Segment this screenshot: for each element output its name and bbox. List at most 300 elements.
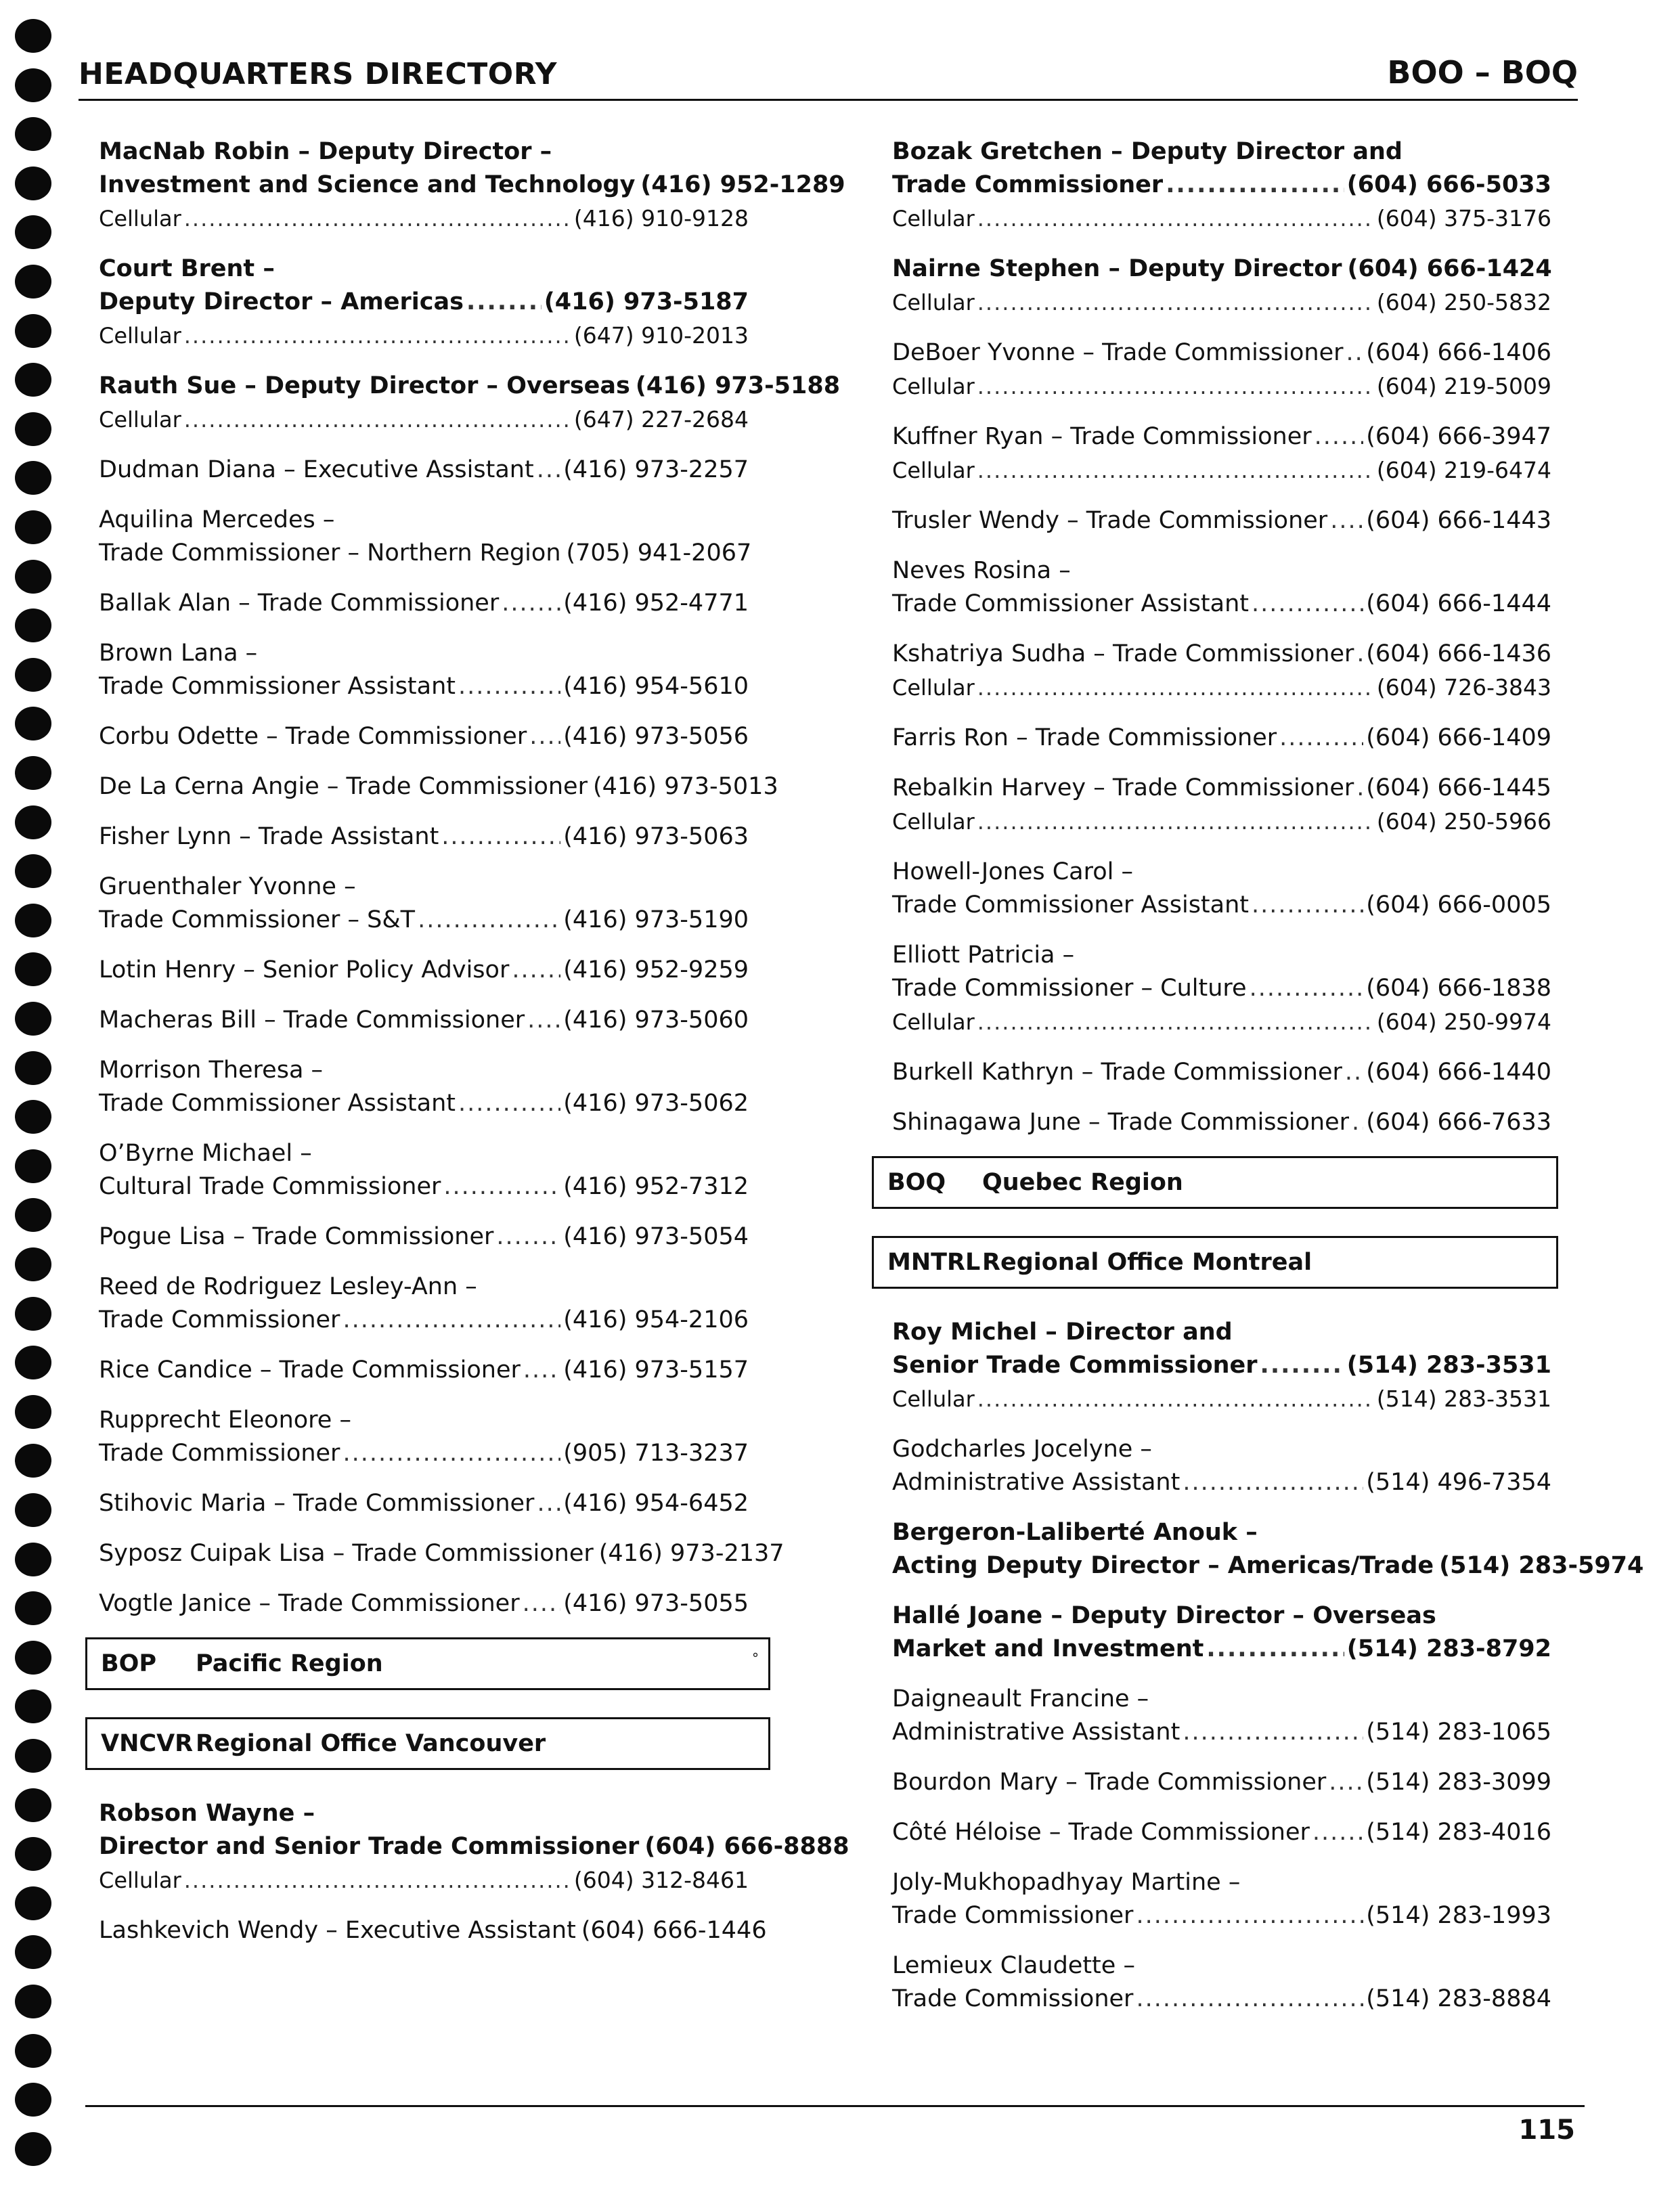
section-box — [85, 1637, 770, 1690]
directory-entry — [892, 1056, 1551, 1089]
binder-hole — [15, 1002, 51, 1036]
leader-dots — [1352, 1106, 1363, 1139]
entry-line — [99, 820, 749, 854]
entry-text: Morrison Theresa – — [99, 1057, 324, 1084]
phone-number: (604) 666-1424 — [1347, 255, 1552, 282]
entry-text: Pogue Lisa – Trade Commissioner — [99, 1223, 494, 1250]
entry-text: Dudman Diana – Executive Assistant — [99, 456, 534, 483]
entry-line — [99, 1830, 849, 1863]
directory-entry — [892, 1516, 1644, 1583]
binder-hole — [15, 1297, 51, 1331]
leader-dots — [418, 904, 560, 937]
directory-entry — [892, 1433, 1551, 1499]
directory-entry — [892, 504, 1551, 537]
entry-line — [99, 720, 749, 753]
binder-hole — [15, 1788, 51, 1822]
phone-number: (604) 666-8888 — [644, 1833, 849, 1860]
entry-text: De La Cerna Angie – Trade Commissioner — [99, 773, 588, 800]
binder-hole — [15, 756, 51, 790]
entry-text: Neves Rosina – — [892, 557, 1071, 584]
directory-entry — [99, 504, 752, 570]
phone-number: (514) 283-8884 — [1366, 1985, 1551, 2012]
entry-text: Rupprecht Eleonore – — [99, 1407, 351, 1434]
leader-dots — [977, 202, 1374, 236]
entry-text: Lemieux Claudette – — [892, 1952, 1135, 1979]
entry-line — [99, 1270, 749, 1304]
entry-text: Trade Commissioner Assistant — [892, 891, 1249, 919]
phone-number: (604) 666-7633 — [1366, 1109, 1551, 1136]
leader-dots — [1136, 1983, 1363, 2016]
section-label: Regional Office Montreal — [982, 1249, 1312, 1276]
section-mark: ° — [752, 1650, 759, 1666]
entry-text: Stihovic Maria – Trade Commissioner — [99, 1490, 535, 1517]
entry-line — [99, 1914, 767, 1947]
entry-line — [99, 135, 749, 169]
phone-number: (416) 973-5190 — [563, 906, 749, 933]
cellular-line — [892, 671, 1551, 705]
directory-entry — [99, 1914, 767, 1947]
entry-text: Trade Commissioner — [892, 1985, 1134, 2012]
leader-dots — [1312, 1816, 1363, 1849]
entry-line — [99, 1170, 749, 1203]
directory-entry — [99, 720, 749, 753]
leader-dots — [343, 1437, 560, 1470]
entry-line — [892, 772, 1551, 805]
phone-number: (416) 973-5187 — [544, 288, 749, 315]
directory-entry — [99, 1220, 749, 1254]
entry-line — [99, 169, 845, 202]
phone-number: (416) 973-5062 — [563, 1090, 749, 1117]
entry-text: O’Byrne Michael – — [99, 1140, 312, 1167]
binder-hole — [15, 707, 51, 740]
entry-line — [892, 252, 1551, 286]
leader-dots — [977, 671, 1374, 705]
entry-text: Burkell Kathryn – Trade Commissioner — [892, 1059, 1342, 1086]
binder-hole — [15, 1739, 51, 1773]
binder-hole — [15, 167, 51, 200]
leader-dots — [537, 1487, 560, 1520]
cellular-line — [892, 202, 1551, 236]
entry-line — [99, 252, 749, 286]
cellular-line — [892, 370, 1551, 403]
phone-number: (416) 973-5056 — [563, 723, 749, 750]
directory-entry — [892, 1816, 1551, 1849]
binder-hole — [15, 363, 51, 397]
binder-hole — [15, 1886, 51, 1920]
leader-dots — [523, 1354, 560, 1387]
entry-text: Trade Commissioner — [99, 1306, 340, 1333]
binder-hole — [15, 1985, 51, 2018]
leader-dots — [977, 286, 1374, 319]
entry-text: Trade Commissioner Assistant — [99, 1090, 456, 1117]
entry-line — [99, 904, 749, 937]
leader-dots — [443, 1170, 560, 1203]
entry-text: Trade Commissioner – Northern Region — [99, 539, 561, 567]
header-rule — [79, 99, 1578, 101]
entry-line — [99, 1354, 749, 1387]
binder-hole — [15, 2034, 51, 2068]
binder-hole — [15, 1935, 51, 1969]
section-box — [872, 1156, 1558, 1209]
entry-line — [99, 370, 841, 403]
phone-number: (604) 666-1409 — [1366, 724, 1551, 751]
entry-text: Nairne Stephen – Deputy Director — [892, 255, 1342, 282]
cellular-label: Cellular — [892, 290, 975, 315]
entry-text: Kshatriya Sudha – Trade Commissioner — [892, 640, 1354, 667]
leader-dots — [977, 370, 1374, 403]
binder-hole — [15, 1444, 51, 1478]
binder-hole — [15, 1346, 51, 1379]
entry-line — [99, 587, 749, 620]
entry-line — [892, 856, 1551, 889]
section-box — [85, 1717, 770, 1770]
leader-dots — [502, 587, 560, 620]
entry-text: Corbu Odette – Trade Commissioner — [99, 723, 527, 750]
binder-hole — [15, 1247, 51, 1281]
cellular-label: Cellular — [892, 374, 975, 399]
phone-number: (905) 713-3237 — [563, 1440, 749, 1467]
leader-dots — [1330, 504, 1363, 537]
entry-text: Godcharles Jocelyne – — [892, 1436, 1152, 1463]
cellular-number: (514) 283-3531 — [1376, 1386, 1551, 1412]
phone-number: (604) 666-1445 — [1366, 774, 1551, 801]
entry-line — [892, 638, 1551, 671]
entry-line — [892, 336, 1551, 370]
cellular-line — [892, 454, 1551, 487]
cellular-line — [892, 1382, 1551, 1416]
phone-number: (416) 973-5188 — [635, 372, 841, 399]
left-column — [99, 135, 849, 1964]
binder-hole — [15, 854, 51, 888]
leader-dots — [1279, 722, 1363, 755]
entry-text: Daigneault Francine – — [892, 1685, 1149, 1712]
binder-hole — [15, 1493, 51, 1527]
entry-text: Director and Senior Trade Commissioner — [99, 1833, 640, 1860]
entry-text: Rauth Sue – Deputy Director – Overseas — [99, 372, 630, 399]
entry-text: Kuffner Ryan – Trade Commissioner — [892, 423, 1312, 450]
entry-line — [892, 1683, 1551, 1716]
leader-dots — [977, 1383, 1374, 1416]
entry-line — [892, 554, 1551, 588]
entry-line — [99, 670, 749, 703]
phone-number: (416) 973-2257 — [563, 456, 749, 483]
binder-hole — [15, 952, 51, 986]
leader-dots — [1250, 972, 1364, 1005]
entry-line — [892, 1466, 1551, 1499]
entry-text: Trusler Wendy – Trade Commissioner — [892, 507, 1328, 534]
cellular-number: (647) 910-2013 — [573, 322, 749, 349]
entry-text: Bozak Gretchen – Deputy Director and — [892, 138, 1403, 165]
binder-hole — [15, 265, 51, 298]
cellular-number: (604) 219-5009 — [1376, 373, 1551, 399]
cellular-label: Cellular — [892, 206, 975, 231]
phone-number: (514) 283-3531 — [1346, 1352, 1551, 1379]
directory-entry — [892, 1766, 1551, 1799]
directory-entry — [99, 1004, 749, 1037]
entry-line — [99, 1404, 749, 1437]
cellular-number: (604) 312-8461 — [573, 1867, 749, 1893]
leader-dots — [1252, 889, 1363, 922]
entry-text: Roy Michel – Director and — [892, 1319, 1233, 1346]
binder-hole — [15, 904, 51, 937]
entry-line — [892, 1816, 1551, 1849]
phone-number: (416) 973-5055 — [563, 1590, 749, 1617]
entry-text: Administrative Assistant — [892, 1469, 1180, 1496]
leader-dots — [523, 1587, 561, 1620]
entry-text: Joly-Mukhopadhyay Martine – — [892, 1869, 1241, 1896]
directory-entry — [892, 554, 1551, 621]
directory-entry — [99, 870, 749, 937]
entry-line — [892, 1056, 1551, 1089]
entry-line — [99, 954, 749, 987]
binder-hole — [15, 314, 51, 348]
phone-number: (514) 496-7354 — [1366, 1469, 1551, 1496]
cellular-line — [99, 1863, 749, 1897]
entry-text: Bourdon Mary – Trade Commissioner — [892, 1769, 1327, 1796]
section-code: MNTRL — [887, 1249, 981, 1276]
binder-hole — [15, 510, 51, 544]
entry-text: Fisher Lynn – Trade Assistant — [99, 823, 439, 850]
leader-dots — [1183, 1716, 1363, 1749]
cellular-label: Cellular — [99, 323, 181, 349]
entry-text: Cultural Trade Commissioner — [99, 1173, 441, 1200]
cellular-number: (647) 227-2684 — [573, 406, 749, 433]
entry-line — [99, 286, 749, 319]
directory-entry — [99, 770, 778, 803]
entry-text: Reed de Rodriguez Lesley-Ann – — [99, 1273, 477, 1300]
entry-line — [892, 1516, 1551, 1549]
leader-dots — [184, 403, 571, 437]
directory-entry — [892, 939, 1551, 1039]
entry-text: Acting Deputy Director – Americas/Trade — [892, 1552, 1434, 1579]
phone-number: (416) 973-5063 — [563, 823, 749, 850]
cellular-number: (604) 726-3843 — [1376, 674, 1551, 701]
entry-text: Market and Investment — [892, 1635, 1204, 1662]
cellular-number: (604) 250-5966 — [1376, 808, 1551, 835]
phone-number: (514) 283-1993 — [1366, 1902, 1551, 1929]
cellular-label: Cellular — [892, 1009, 975, 1035]
section-label: Quebec Region — [982, 1169, 1183, 1196]
directory-entry — [892, 638, 1551, 705]
entry-line — [892, 504, 1551, 537]
entry-text: Macheras Bill – Trade Commissioner — [99, 1007, 525, 1034]
phone-number: (705) 941-2067 — [566, 539, 752, 567]
phone-number: (604) 666-1838 — [1366, 975, 1551, 1002]
entry-text: Hallé Joane – Deputy Director – Overseas — [892, 1602, 1436, 1629]
phone-number: (416) 973-2137 — [598, 1540, 785, 1567]
binder-hole — [15, 68, 51, 102]
leader-dots — [1260, 1349, 1344, 1382]
directory-entry — [99, 1487, 749, 1520]
entry-text: MacNab Robin – Deputy Director – — [99, 138, 552, 165]
entry-text: Senior Trade Commissioner — [892, 1352, 1258, 1379]
entry-line — [892, 1866, 1551, 1899]
entry-text: Trade Commissioner Assistant — [99, 673, 456, 700]
directory-entry — [892, 1949, 1551, 2016]
leader-dots — [1252, 588, 1363, 621]
footer-rule — [85, 2105, 1585, 2107]
leader-dots — [458, 670, 560, 703]
directory-entry — [892, 420, 1551, 487]
binder-holes — [15, 19, 56, 2185]
entry-line — [99, 454, 749, 487]
directory-entry — [99, 1587, 749, 1620]
directory-entry — [892, 1106, 1551, 1139]
page-title: HEADQUARTERS DIRECTORY — [79, 57, 558, 91]
cellular-label: Cellular — [99, 1867, 181, 1893]
directory-entry — [892, 336, 1551, 403]
directory-entry — [99, 1797, 849, 1897]
cellular-line — [99, 319, 749, 353]
directory-entry — [99, 454, 749, 487]
entry-line — [892, 169, 1551, 202]
binder-hole — [15, 658, 51, 692]
leader-dots — [537, 454, 561, 487]
directory-entry — [892, 1866, 1551, 1932]
phone-number: (604) 666-3947 — [1366, 423, 1551, 450]
leader-dots — [1166, 169, 1344, 202]
entry-line — [892, 1899, 1551, 1932]
directory-entry — [99, 820, 749, 854]
leader-dots — [184, 1864, 571, 1897]
entry-line — [99, 870, 749, 904]
entry-text: Bergeron-Laliberté Anouk – — [892, 1519, 1258, 1546]
entry-line — [99, 1087, 749, 1120]
cellular-line — [99, 202, 749, 236]
phone-number: (416) 954-5610 — [563, 673, 749, 700]
section-code: BOQ — [887, 1169, 946, 1196]
directory-entry — [99, 954, 749, 987]
phone-number: (416) 952-4771 — [563, 590, 749, 617]
entry-text: Syposz Cuipak Lisa – Trade Commissioner — [99, 1540, 594, 1567]
binder-hole — [15, 1641, 51, 1675]
binder-hole — [15, 1100, 51, 1134]
entry-line — [892, 1633, 1551, 1666]
binder-hole — [15, 2083, 51, 2117]
entry-text: Trade Commissioner – Culture — [892, 975, 1247, 1002]
entry-line — [892, 1106, 1551, 1139]
entry-line — [99, 1797, 749, 1830]
phone-number: (514) 283-5974 — [1439, 1552, 1644, 1579]
entry-line — [99, 504, 749, 537]
entry-text: Investment and Science and Technology — [99, 171, 636, 198]
binder-hole — [15, 1689, 51, 1723]
entry-line — [892, 1599, 1551, 1633]
binder-hole — [15, 117, 51, 151]
cellular-line — [892, 286, 1551, 319]
phone-number: (514) 283-3099 — [1366, 1769, 1551, 1796]
entry-text: Trade Commissioner — [892, 1902, 1134, 1929]
directory-entry — [99, 1404, 749, 1470]
leader-dots — [1183, 1466, 1363, 1499]
phone-number: (604) 666-5033 — [1346, 171, 1551, 198]
cellular-label: Cellular — [892, 809, 975, 835]
entry-text: Deputy Director – Americas — [99, 288, 464, 315]
phone-number: (604) 666-1440 — [1366, 1059, 1551, 1086]
entry-line — [99, 770, 778, 803]
directory-entry — [892, 252, 1551, 319]
leader-dots — [496, 1220, 560, 1254]
directory-entry — [892, 1316, 1551, 1416]
leader-dots — [527, 1004, 560, 1037]
entry-text: Trade Commissioner – S&T — [99, 906, 416, 933]
binder-hole — [15, 1051, 51, 1085]
directory-entry — [892, 1599, 1551, 1666]
leader-dots — [1329, 1766, 1363, 1799]
section-code: VNCVR — [101, 1730, 194, 1757]
entry-line — [99, 1587, 749, 1620]
entry-line — [892, 135, 1551, 169]
entry-text: Court Brent – — [99, 255, 275, 282]
binder-hole — [15, 215, 51, 249]
phone-number: (514) 283-8792 — [1346, 1635, 1551, 1662]
phone-number: (604) 666-1443 — [1366, 507, 1551, 534]
leader-dots — [184, 319, 571, 353]
cellular-label: Cellular — [892, 1386, 975, 1412]
entry-text: Rice Candice – Trade Commissioner — [99, 1356, 521, 1384]
leader-dots — [1346, 336, 1364, 370]
directory-entry — [99, 637, 749, 703]
leader-dots — [1345, 1056, 1363, 1089]
entry-text: Vogtle Janice – Trade Commissioner — [99, 1590, 520, 1617]
cellular-label: Cellular — [892, 675, 975, 701]
phone-number: (416) 952-7312 — [563, 1173, 749, 1200]
cellular-number: (604) 375-3176 — [1376, 205, 1551, 231]
directory-entry — [99, 135, 845, 236]
binder-hole — [15, 1198, 51, 1232]
entry-text: DeBoer Yvonne – Trade Commissioner — [892, 339, 1344, 366]
phone-number: (604) 666-1406 — [1366, 339, 1551, 366]
binder-hole — [15, 609, 51, 642]
entry-text: Elliott Patricia – — [892, 942, 1075, 969]
binder-hole — [15, 1837, 51, 1871]
entry-text: Howell-Jones Carol – — [892, 858, 1133, 885]
entry-line — [99, 1220, 749, 1254]
entry-text: Trade Commissioner Assistant — [892, 590, 1249, 617]
leader-dots — [1356, 638, 1363, 671]
entry-text: Robson Wayne – — [99, 1800, 315, 1827]
binder-hole — [15, 1395, 51, 1429]
entry-line — [99, 1487, 749, 1520]
directory-entry — [99, 252, 749, 353]
directory-entry — [892, 722, 1551, 755]
binder-hole — [15, 1543, 51, 1576]
phone-number: (514) 283-1065 — [1366, 1719, 1551, 1746]
phone-number: (604) 666-1444 — [1366, 590, 1551, 617]
phone-number: (604) 666-1436 — [1366, 640, 1551, 667]
entry-line — [892, 972, 1551, 1005]
page-range: BOO – BOQ — [1387, 54, 1578, 91]
phone-number: (514) 283-4016 — [1366, 1819, 1551, 1846]
leader-dots — [458, 1087, 560, 1120]
cellular-label: Cellular — [99, 206, 181, 231]
directory-entry — [892, 772, 1551, 839]
binder-hole — [15, 461, 51, 495]
binder-hole — [15, 1149, 51, 1183]
entry-line — [99, 1137, 749, 1170]
directory-entry — [99, 1054, 749, 1120]
cellular-number: (604) 250-5832 — [1376, 289, 1551, 315]
entry-line — [892, 420, 1551, 454]
directory-entry — [892, 1683, 1551, 1749]
entry-text: Brown Lana – — [99, 640, 258, 667]
leader-dots — [343, 1304, 560, 1337]
entry-line — [99, 1304, 749, 1337]
directory-entry — [892, 135, 1551, 236]
entry-line — [99, 537, 752, 570]
phone-number: (416) 973-5060 — [563, 1007, 749, 1034]
entry-line — [892, 1716, 1551, 1749]
